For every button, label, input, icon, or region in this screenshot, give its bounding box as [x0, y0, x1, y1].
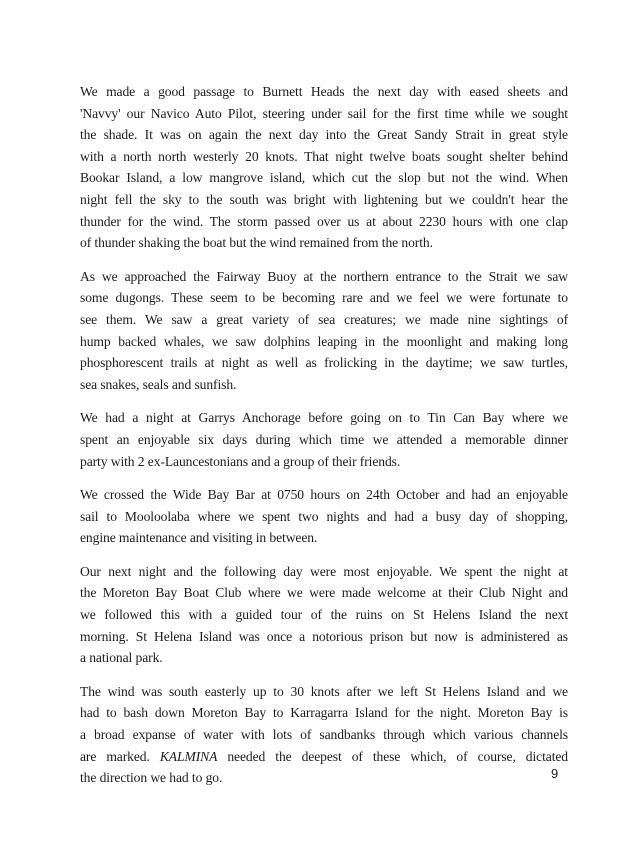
- paragraph-wide-bay-bar: [80, 484, 568, 549]
- text-line: Our next night and the following day were most enjoyable. We spent the night at: [80, 563, 568, 579]
- text-fragment: are marked.: [80, 748, 160, 764]
- paragraph-karragarra-island: [80, 681, 568, 789]
- boat-name: KALMINA: [159, 748, 218, 764]
- text-line: spent an enjoyable six days during which time we attended a memorable dinner: [80, 431, 568, 447]
- page-number: 9: [551, 766, 559, 781]
- text-line: We crossed the Wide Bay Bar at 0750 hours on 24th October and had an enjoyable: [80, 487, 568, 503]
- text-line: engine maintenance and visiting in between.: [80, 530, 318, 546]
- text-line: As we approached the Fairway Buoy at the northern entrance to the Strait we saw: [80, 268, 568, 284]
- text-line: sea snakes, seals and sunfish.: [80, 376, 237, 392]
- text-line: we followed this with a guided tour of the ruins on St Helens Island the next: [80, 607, 568, 623]
- text-line: phosphorescent trails at night as well as frolicking in the daytime; we saw turtles,: [80, 355, 568, 371]
- text-line: of thunder shaking the boat but the wind remained from the north.: [80, 235, 433, 251]
- text-line: the shade. It was on again the next day into the Great Sandy Strait in great style: [80, 127, 568, 143]
- text-line: party with 2 ex-Launcestonians and a group of their friends.: [80, 453, 401, 469]
- text-line: The wind was south easterly up to 30 knots after we left St Helens Island and we: [80, 683, 568, 699]
- text-line-mixed: [80, 746, 568, 768]
- text-line: see them. We saw a great variety of sea creatures; we made nine sightings of: [80, 311, 568, 327]
- text-line: sail to Mooloolaba where we spent two nights and had a busy day of shopping,: [80, 508, 568, 524]
- document-page: [80, 81, 568, 801]
- text-line: 'Navvy' our Navico Auto Pilot, steering under sail for the first time while we sought: [80, 105, 568, 121]
- text-line: Bookar Island, a low mangrove island, which cut the slop but not the wind. When: [80, 170, 568, 186]
- text-fragment: needed the deepest of these which, of course, dictated: [217, 748, 568, 764]
- text-line: a national park.: [80, 650, 163, 666]
- paragraph-burnett-heads: [80, 81, 568, 254]
- text-line: a broad expanse of water with lots of sandbanks through which various channels: [80, 727, 568, 743]
- text-line: night fell the sky to the south was bright with lightening but we couldn't hear the: [80, 191, 568, 207]
- text-line: with a north north westerly 20 knots. That night twelve boats sought shelter behind: [80, 148, 568, 164]
- text-line: We had a night at Garrys Anchorage before going on to Tin Can Bay where we: [80, 410, 568, 426]
- paragraph-fairway-buoy: [80, 266, 568, 396]
- text-line: thunder for the wind. The storm passed over us at about 2230 hours with one clap: [80, 213, 568, 229]
- text-line: some dugongs. These seem to be becoming rare and we feel we were fortunate to: [80, 290, 568, 306]
- paragraph-moreton-bay-boat-club: [80, 561, 568, 669]
- text-line: the Moreton Bay Boat Club where we were made welcome at their Club Night and: [80, 585, 568, 601]
- text-line: had to bash down Moreton Bay to Karragarra Island for the night. Moreton Bay is: [80, 705, 568, 721]
- text-line: morning. St Helena Island was once a notorious prison but now is administered as: [80, 628, 568, 644]
- text-line: the direction we had to go.: [80, 770, 223, 786]
- text-line: We made a good passage to Burnett Heads the next day with eased sheets and: [80, 84, 568, 99]
- paragraph-garrys-anchorage: [80, 407, 568, 472]
- text-line: hump backed whales, we saw dolphins leaping in the moonlight and making long: [80, 333, 568, 349]
